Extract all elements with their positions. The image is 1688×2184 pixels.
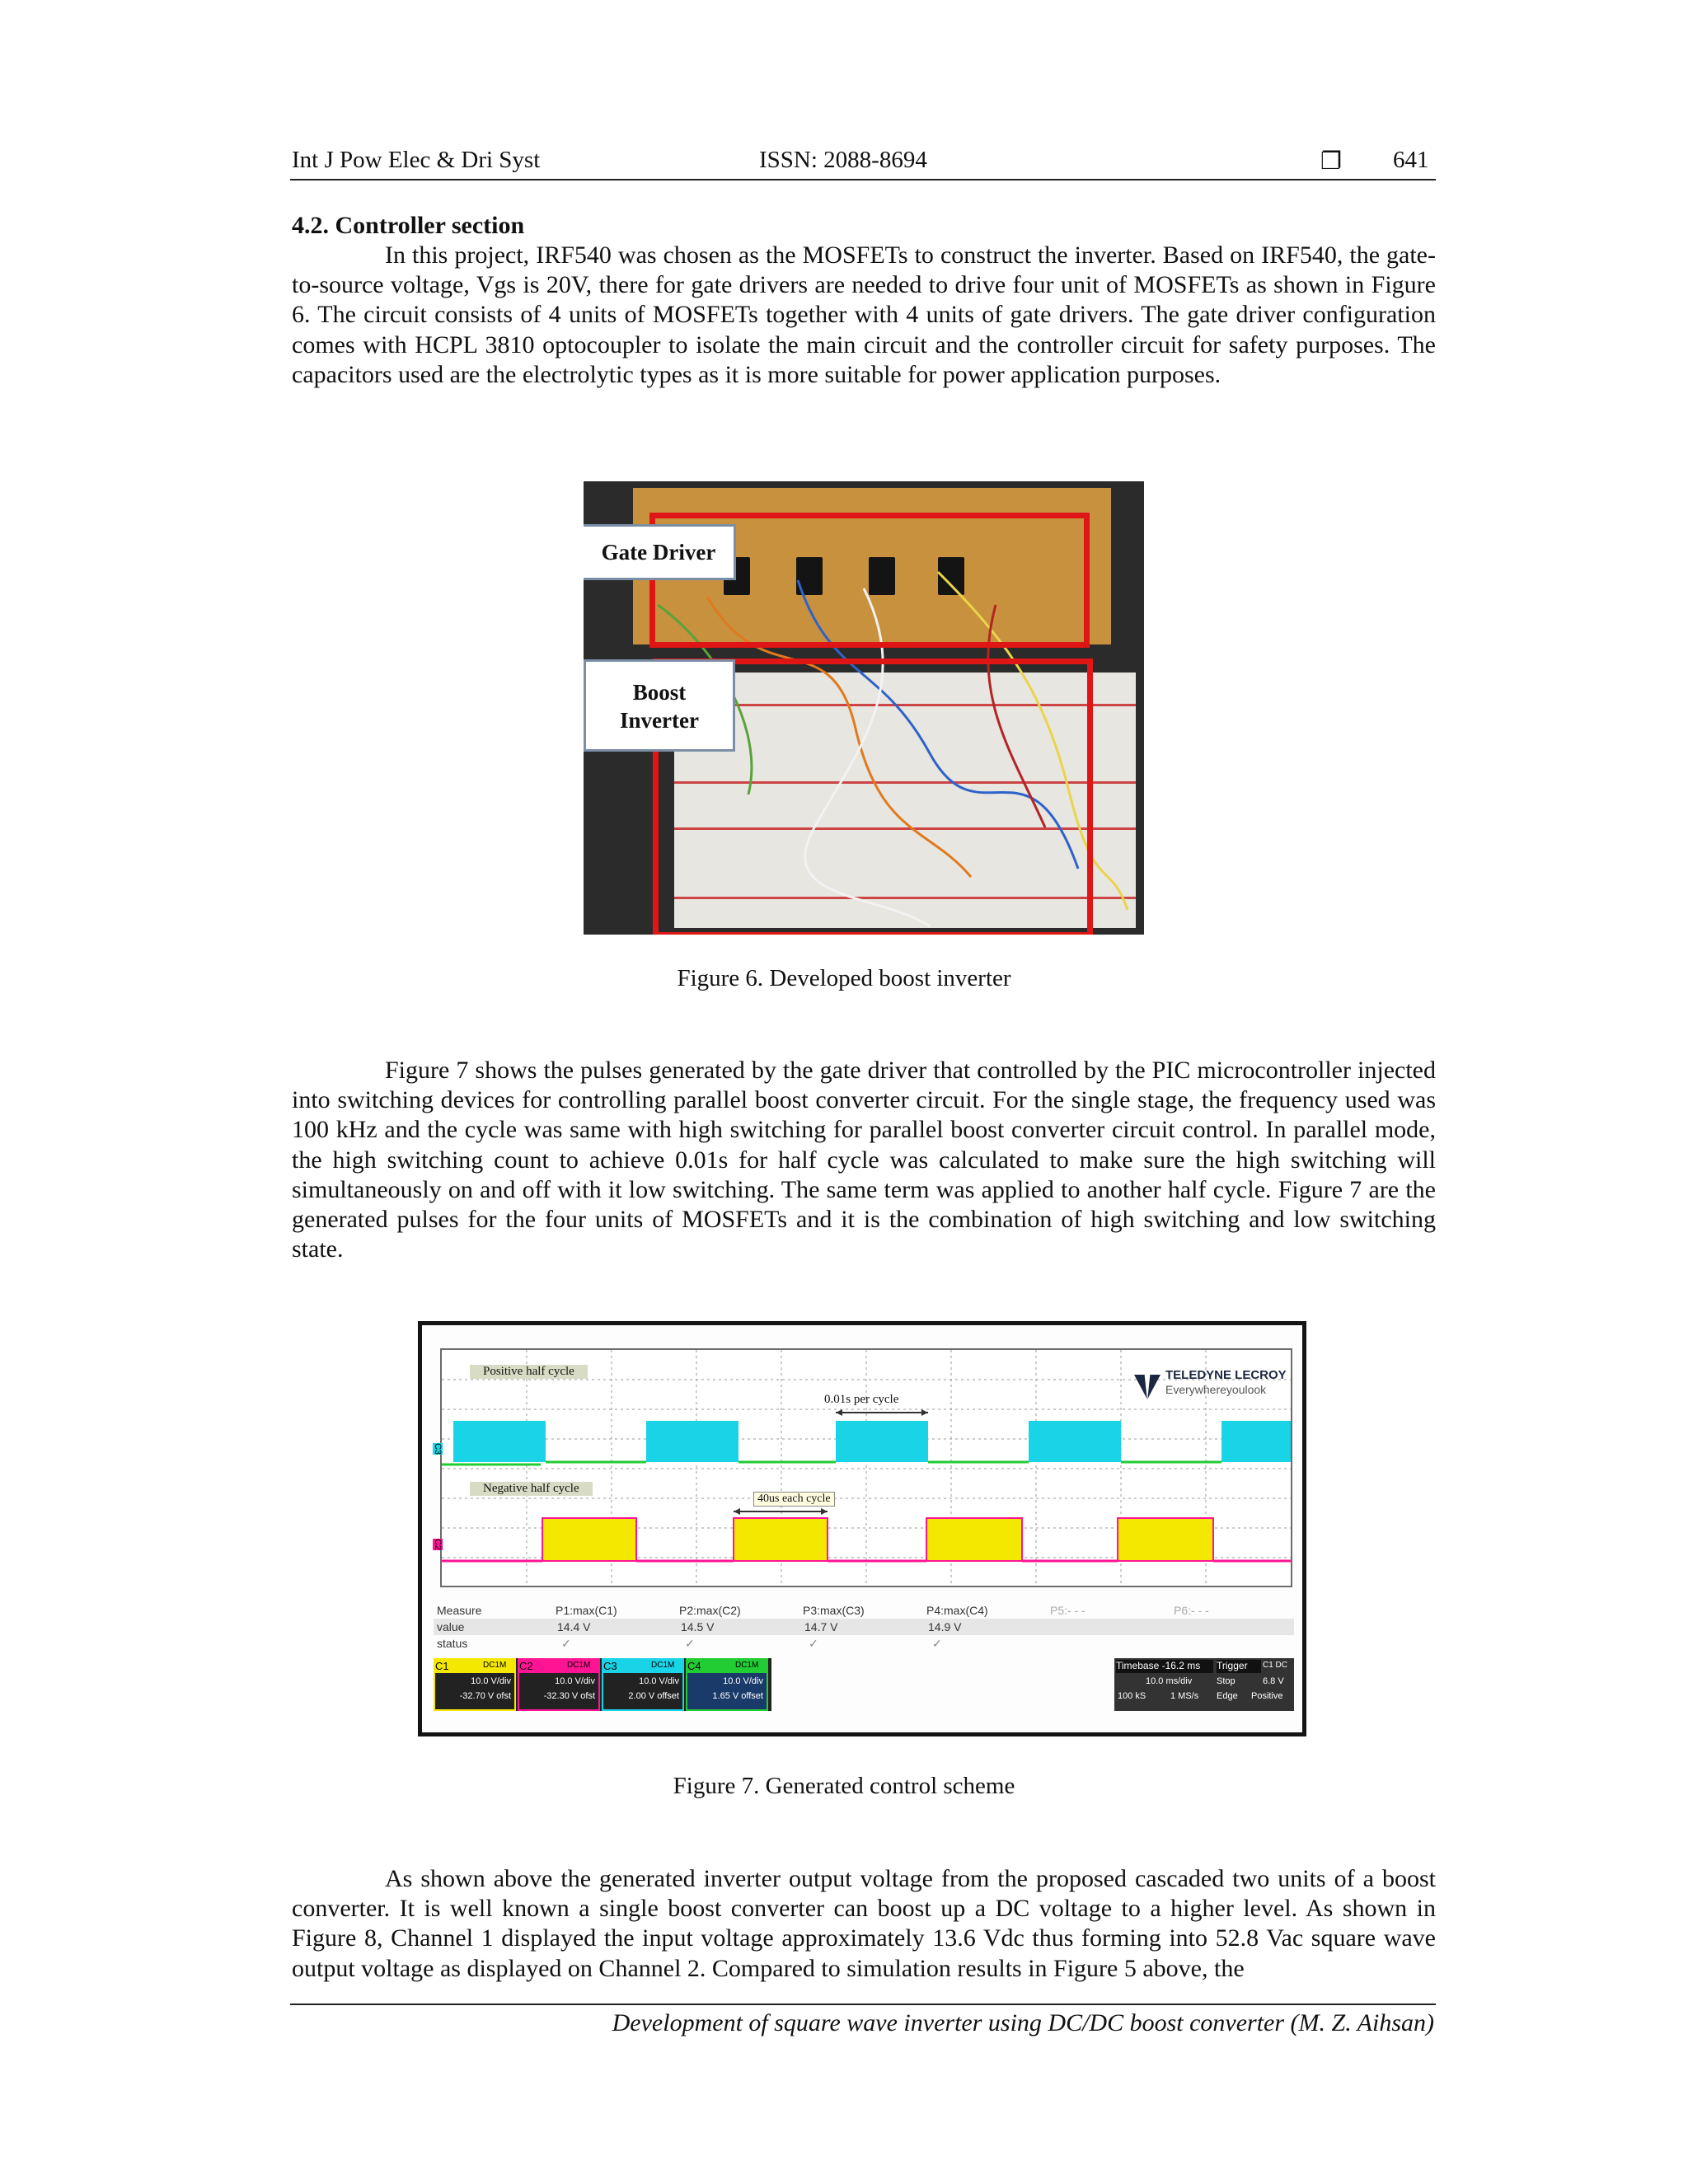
- figure6-caption: Figure 6. Developed boost inverter: [677, 965, 1011, 991]
- measure-row-label: status: [437, 1637, 468, 1650]
- trigger-level: 6.8 V: [1263, 1676, 1284, 1686]
- negative-half-cycle-label: Negative half cycle: [470, 1482, 593, 1496]
- each-cycle-annotation: 40us each cycle: [753, 1492, 835, 1507]
- figure6-photo: [584, 481, 1144, 935]
- channel-coupling: DC1M: [483, 1661, 507, 1670]
- figure7-caption: Figure 7. Generated control scheme: [673, 1773, 1015, 1799]
- channel-box-c1: [434, 1658, 516, 1711]
- measure-param: P5:- - -: [1050, 1604, 1085, 1617]
- status-check-icon: ✓: [685, 1637, 695, 1650]
- footer-rule: [290, 2004, 1436, 2005]
- channel-name: C4: [687, 1660, 767, 1673]
- measure-row-label: Measure: [437, 1604, 482, 1617]
- status-check-icon: ✓: [932, 1637, 942, 1650]
- channel-box-c2: [518, 1658, 600, 1711]
- issn: ISSN: 2088-8694: [759, 147, 927, 173]
- section-paragraph: [292, 241, 1436, 390]
- positive-half-cycle-label: Positive half cycle: [470, 1365, 588, 1379]
- timebase-samples: 100 kS: [1118, 1691, 1146, 1701]
- channel-vdiv: 10.0 V/div: [555, 1676, 595, 1686]
- channel-coupling: DC1M: [651, 1661, 675, 1670]
- channel-box-c4: [686, 1658, 768, 1711]
- trigger-type: Edge: [1217, 1691, 1238, 1701]
- channel-coupling: DC1M: [735, 1661, 759, 1670]
- scope-grid: [433, 1348, 1292, 1587]
- body-paragraph: [292, 1864, 1436, 1984]
- channel-coupling: DC1M: [567, 1661, 591, 1670]
- trace-label-c2: C2: [433, 1538, 443, 1551]
- channel-name: C2: [519, 1660, 598, 1673]
- measure-param: P1:max(C1): [556, 1604, 617, 1617]
- paragraph-text: In this project, IRF540 was chosen as the MOSFETs to construct the inverter. Based on IRF540, the gate-to-source voltage, Vgs is 20V, there for gate drivers are needed to drive four unit of MOSFETs as shown in Figure 6. The circuit consists of 4 units of MOSFETs together with 4 units of gate drivers. The gate driver configuration comes with HCPL 3810 optocoupler to isolate the main circuit and the controller circuit for safety purposes. The capacitors used are the electrolytic types as it is more suitable for power application purposes.: [292, 241, 1436, 388]
- trigger-mode: Stop: [1217, 1676, 1236, 1686]
- journal-name: Int J Pow Elec & Dri Syst: [292, 147, 541, 173]
- body-paragraph: [292, 1056, 1436, 1264]
- timebase-label: Timebase -16.2 ms: [1116, 1660, 1213, 1673]
- boost-inverter-label: [584, 659, 735, 752]
- paragraph-text: Figure 7 shows the pulses generated by the gate driver that controlled by the PIC microcontroller injected into switching devices for controlling parallel boost converter circuit. For the single stage, the frequency used was 100 kHz and the cycle was same with high switching for parallel boost converter circuit control. In parallel mode, the high switching count to achieve 0.01s for half cycle was calculated to make sure the high switching will simultaneously on and off with it low switching. The same term was applied to another half cycle. Figure 7 are the generated pulses for the four units of MOSFETs and it is the combination of high switching and low switching state.: [292, 1057, 1436, 1263]
- boost-label-line1: Boost: [632, 680, 687, 705]
- section-heading: 4.2. Controller section: [292, 212, 525, 239]
- channel-offset: 2.00 V offset: [628, 1691, 679, 1701]
- trigger-label: Trigger: [1217, 1660, 1261, 1673]
- status-check-icon: ✓: [809, 1637, 818, 1650]
- channel-box-c3: [602, 1658, 684, 1711]
- scope-traces: [442, 1350, 1291, 1586]
- channel-name: C1: [435, 1660, 514, 1673]
- measure-value: 14.9 V: [928, 1620, 962, 1633]
- measure-param: P3:max(C3): [803, 1604, 865, 1617]
- brand-name: TELEDYNE LECROY: [1165, 1368, 1287, 1382]
- channel-vdiv: 10.0 V/div: [723, 1676, 763, 1686]
- channel-offset: -32.70 V ofst: [459, 1691, 511, 1701]
- channel-panel: [434, 1658, 771, 1711]
- measure-value: 14.7 V: [804, 1620, 838, 1633]
- measure-value: 14.4 V: [557, 1620, 591, 1633]
- measure-row-label: value: [437, 1620, 465, 1633]
- gate-driver-label: Gate Driver: [584, 524, 736, 580]
- measure-param: P2:max(C2): [679, 1604, 741, 1617]
- measure-param: P6:- - -: [1174, 1604, 1209, 1617]
- timebase-tdiv: 10.0 ms/div: [1146, 1676, 1193, 1686]
- channel-vdiv: 10.0 V/div: [471, 1676, 511, 1686]
- channel-offset: -32.30 V ofst: [543, 1691, 595, 1701]
- per-cycle-annotation: 0.01s per cycle: [824, 1393, 899, 1406]
- page-number: 641: [1393, 147, 1429, 173]
- measure-value: 14.5 V: [681, 1620, 715, 1633]
- trigger-channels: C1 DC: [1263, 1661, 1288, 1670]
- trigger-slope: Positive: [1251, 1691, 1283, 1701]
- boost-label-line2: Inverter: [620, 708, 699, 733]
- timebase-rate: 1 MS/s: [1170, 1691, 1199, 1701]
- status-check-icon: ✓: [561, 1637, 571, 1650]
- measure-table: [434, 1604, 1294, 1658]
- header-rule: [290, 179, 1436, 180]
- channel-vdiv: 10.0 V/div: [639, 1676, 679, 1686]
- channel-name: C3: [603, 1660, 682, 1673]
- paragraph-text: As shown above the generated inverter output voltage from the proposed cascaded two units of a boost converter. It is well known a single boost converter can boost up a DC voltage to a higher level. As shown in Figure 8, Channel 1 displayed the input voltage approximately 13.6 Vdc thus forming into 52.8 Vac square wave output voltage as displayed on Channel 2. Compared to simulation results in Figure 5 above, the: [292, 1865, 1436, 1982]
- channel-offset: 1.65 V offset: [712, 1691, 763, 1701]
- trace-label-c3: C3: [433, 1442, 443, 1455]
- brand-tagline: Everywhereyoulook: [1165, 1383, 1267, 1396]
- measure-param: P4:max(C4): [926, 1604, 988, 1617]
- running-footer: Development of square wave inverter using DC/DC boost converter (M. Z. Aihsan): [612, 2009, 1434, 2036]
- timebase-trigger-panel: [1114, 1658, 1294, 1711]
- box-icon: ❐: [1320, 148, 1342, 175]
